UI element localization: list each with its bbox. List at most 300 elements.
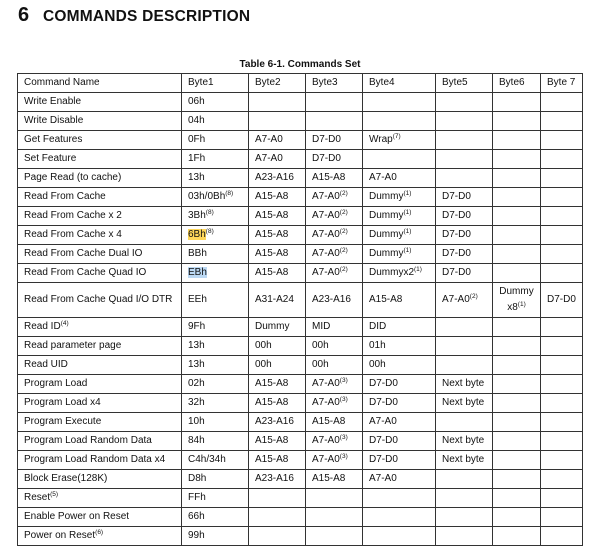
byte4-cell: [363, 169, 436, 188]
cell-text: Power on Reset: [24, 530, 96, 541]
byte1-cell: [182, 150, 249, 169]
cell-text: Set Feature: [24, 153, 77, 164]
byte3-cell: [306, 226, 363, 245]
cell-text: 00h: [255, 359, 272, 370]
byte2-cell: [249, 394, 306, 413]
byte3-cell: [306, 283, 363, 318]
byte5-cell: [436, 226, 493, 245]
cell-text: A15-A8: [255, 454, 289, 465]
cell-text: A7-A0: [442, 294, 470, 305]
cell-text: A15-A8: [255, 248, 289, 259]
command-name-cell: [18, 527, 182, 546]
cell-text: Write Enable: [24, 96, 82, 107]
command-name-cell: [18, 283, 182, 318]
cell-text: Read From Cache: [24, 191, 106, 202]
byte4-cell: [363, 93, 436, 112]
cell-text: A7-A0: [312, 210, 340, 221]
cell-text: FFh: [188, 492, 206, 503]
cell-text: D7-D0: [442, 248, 471, 259]
byte5-cell: [436, 131, 493, 150]
byte2-cell: [249, 264, 306, 283]
cell-text: A15-A8: [255, 267, 289, 278]
byte2-cell: [249, 375, 306, 394]
byte1-cell: [182, 432, 249, 451]
byte5-cell: [436, 318, 493, 337]
table-row: [18, 131, 583, 150]
byte2-cell: [249, 508, 306, 527]
byte1-cell: [182, 207, 249, 226]
command-name-cell: [18, 245, 182, 264]
command-name-cell: [18, 451, 182, 470]
cell-text: Program Load Random Data x4: [24, 454, 166, 465]
command-name-cell: [18, 318, 182, 337]
cell-text: D7-D0: [547, 294, 576, 305]
cell-text: D7-D0: [312, 134, 341, 145]
table-row: [18, 318, 583, 337]
byte1-cell: [182, 131, 249, 150]
byte3-cell: [306, 413, 363, 432]
cell-text: 13h: [188, 359, 205, 370]
byte4-cell: [363, 432, 436, 451]
byte1-cell: [182, 508, 249, 527]
byte1-cell: [182, 451, 249, 470]
byte7-cell: [541, 527, 583, 546]
byte1-cell: [182, 356, 249, 375]
cell-text: D7-D0: [369, 397, 398, 408]
byte3-cell: [306, 264, 363, 283]
cell-text: Read UID: [24, 359, 68, 370]
cell-text: Program Load: [24, 378, 88, 389]
footnote-marker: (4): [60, 320, 69, 327]
footnote-marker: (8): [225, 190, 234, 197]
cell-text: Read From Cache x 2: [24, 210, 122, 221]
cell-text: A15-A8: [312, 172, 346, 183]
cell-text: Read From Cache Quad IO: [24, 267, 147, 278]
byte2-cell: [249, 131, 306, 150]
byte7-cell: [541, 337, 583, 356]
table-row: [18, 264, 583, 283]
cell-text: 10h: [188, 416, 205, 427]
byte2-cell: [249, 356, 306, 375]
table-header-row: [18, 74, 583, 93]
cell-text: EBh: [188, 267, 207, 278]
byte3-cell: [306, 508, 363, 527]
cell-text: 00h: [255, 340, 272, 351]
cell-text: 06h: [188, 96, 205, 107]
byte6-cell: [493, 508, 541, 527]
cell-text: A7-A0: [312, 454, 340, 465]
byte1-cell: [182, 527, 249, 546]
byte6-cell: [493, 245, 541, 264]
byte2-cell: [249, 283, 306, 318]
cell-text: D7-D0: [369, 435, 398, 446]
header-byte2: Byte2: [249, 74, 306, 93]
byte1-cell: [182, 226, 249, 245]
byte5-cell: [436, 188, 493, 207]
header-command-name: Command Name: [18, 74, 182, 93]
footnote-marker: (1): [403, 228, 412, 235]
table-row: [18, 169, 583, 188]
cell-text: Read ID: [24, 321, 61, 332]
byte4-cell: [363, 245, 436, 264]
byte4-cell: [363, 413, 436, 432]
command-name-cell: [18, 413, 182, 432]
byte3-cell: [306, 207, 363, 226]
cell-text: D8h: [188, 473, 207, 484]
cell-text: A15-A8: [312, 473, 346, 484]
footnote-marker: (1): [517, 301, 526, 308]
header-byte5: Byte5: [436, 74, 493, 93]
byte6-cell: [493, 413, 541, 432]
footnote-marker: (3): [339, 453, 348, 460]
byte6-cell: [493, 188, 541, 207]
commands-table: [17, 73, 583, 546]
byte1-cell: [182, 245, 249, 264]
cell-text: D7-D0: [369, 378, 398, 389]
footnote-marker: (2): [339, 209, 348, 216]
byte3-cell: [306, 527, 363, 546]
cell-text: C4h/34h: [188, 454, 226, 465]
cell-text: D7-D0: [442, 229, 471, 240]
byte1-cell: [182, 169, 249, 188]
byte6-cell: [493, 112, 541, 131]
byte3-cell: [306, 188, 363, 207]
cell-text: 6Bh: [188, 229, 206, 240]
byte5-cell: [436, 527, 493, 546]
cell-text: A15-A8: [369, 294, 403, 305]
table-row: [18, 283, 583, 318]
cell-text: Program Execute: [24, 416, 102, 427]
header-byte1: Byte1: [182, 74, 249, 93]
byte4-cell: [363, 112, 436, 131]
byte7-cell: [541, 413, 583, 432]
cell-text: 13h: [188, 340, 205, 351]
byte2-cell: [249, 245, 306, 264]
byte3-cell: [306, 356, 363, 375]
cell-text: A7-A0: [312, 267, 340, 278]
table-row: [18, 451, 583, 470]
byte5-cell: [436, 508, 493, 527]
byte1-cell: [182, 318, 249, 337]
table-row: [18, 150, 583, 169]
byte6-cell: [493, 394, 541, 413]
command-name-cell: [18, 131, 182, 150]
table-row: [18, 508, 583, 527]
byte6-cell: [493, 489, 541, 508]
table-row: [18, 527, 583, 546]
byte7-cell: [541, 508, 583, 527]
cell-text: A15-A8: [255, 378, 289, 389]
byte3-cell: [306, 375, 363, 394]
cell-text: Read parameter page: [24, 340, 122, 351]
cell-text: D7-D0: [312, 153, 341, 164]
byte5-cell: [436, 394, 493, 413]
cell-text: 3Bh: [188, 210, 206, 221]
cell-text: DID: [369, 321, 387, 332]
cell-text: A23-A16: [255, 172, 294, 183]
byte2-cell: [249, 318, 306, 337]
cell-text: Next byte: [442, 435, 485, 446]
byte7-cell: [541, 93, 583, 112]
command-name-cell: [18, 169, 182, 188]
command-name-cell: [18, 150, 182, 169]
byte5-cell: [436, 432, 493, 451]
byte3-cell: [306, 112, 363, 131]
section-title: COMMANDS DESCRIPTION: [43, 8, 251, 25]
byte2-cell: [249, 413, 306, 432]
byte5-cell: [436, 150, 493, 169]
byte7-cell: [541, 470, 583, 489]
cell-text: A15-A8: [255, 191, 289, 202]
byte1-cell: [182, 264, 249, 283]
cell-text: Next byte: [442, 397, 485, 408]
command-name-cell: [18, 356, 182, 375]
byte7-cell: [541, 264, 583, 283]
footnote-marker: (8): [205, 228, 214, 235]
byte3-cell: [306, 318, 363, 337]
cell-text: 32h: [188, 397, 205, 408]
cell-text: A7-A0: [255, 134, 283, 145]
byte5-cell: [436, 207, 493, 226]
cell-text: A23-A16: [255, 416, 294, 427]
cell-text: 0Fh: [188, 134, 206, 145]
cell-text: 99h: [188, 530, 205, 541]
byte7-cell: [541, 356, 583, 375]
byte4-cell: [363, 394, 436, 413]
byte4-cell: [363, 470, 436, 489]
cell-text: EEh: [188, 294, 207, 305]
byte3-cell: [306, 451, 363, 470]
cell-text: 02h: [188, 378, 205, 389]
footnote-marker: (6): [95, 529, 104, 536]
commands-table-body: [18, 93, 583, 546]
footnote-marker: (7): [392, 133, 401, 140]
cell-text: 66h: [188, 511, 205, 522]
table-row: [18, 112, 583, 131]
byte5-cell: [436, 169, 493, 188]
cell-text: Dummyx2: [369, 267, 415, 278]
table-row: [18, 356, 583, 375]
footnote-marker: (3): [339, 377, 348, 384]
cell-text: Read From Cache x 4: [24, 229, 122, 240]
byte6-cell: [493, 527, 541, 546]
byte7-cell: [541, 394, 583, 413]
byte5-cell: [436, 112, 493, 131]
byte2-cell: [249, 93, 306, 112]
cell-text: 84h: [188, 435, 205, 446]
byte7-cell: [541, 131, 583, 150]
cell-text: Reset: [24, 492, 51, 503]
byte4-cell: [363, 207, 436, 226]
cell-text: Next byte: [442, 454, 485, 465]
footnote-marker: (1): [403, 190, 412, 197]
byte4-cell: [363, 375, 436, 394]
byte7-cell: [541, 432, 583, 451]
table-row: [18, 207, 583, 226]
byte6-cell: [493, 131, 541, 150]
byte4-cell: [363, 283, 436, 318]
byte6-cell: [493, 470, 541, 489]
byte5-cell: [436, 283, 493, 318]
byte3-cell: [306, 489, 363, 508]
footnote-marker: (3): [339, 396, 348, 403]
cell-text: A23-A16: [312, 294, 351, 305]
byte6-cell: [493, 169, 541, 188]
byte7-cell: [541, 283, 583, 318]
cell-text: A7-A0: [369, 473, 397, 484]
byte7-cell: [541, 112, 583, 131]
byte2-cell: [249, 337, 306, 356]
byte6-cell: [493, 337, 541, 356]
footnote-marker: (2): [339, 190, 348, 197]
byte4-cell: [363, 226, 436, 245]
cell-text: A7-A0: [312, 229, 340, 240]
byte4-cell: [363, 131, 436, 150]
command-name-cell: [18, 337, 182, 356]
cell-text: Dummy: [369, 210, 404, 221]
section-number: 6: [18, 4, 30, 26]
byte3-cell: [306, 245, 363, 264]
byte6-cell: [493, 451, 541, 470]
cell-text: D7-D0: [369, 454, 398, 465]
byte5-cell: [436, 337, 493, 356]
byte6-cell: [493, 93, 541, 112]
cell-text: A23-A16: [255, 473, 294, 484]
cell-text: 00h: [312, 340, 329, 351]
byte5-cell: [436, 264, 493, 283]
footnote-marker: (8): [205, 209, 214, 216]
cell-text: 01h: [369, 340, 386, 351]
byte1-cell: [182, 283, 249, 318]
byte6-cell: [493, 356, 541, 375]
cell-text: Dummy: [369, 229, 404, 240]
byte4-cell: [363, 337, 436, 356]
table-row: [18, 489, 583, 508]
cell-text: A7-A0: [255, 153, 283, 164]
cell-text: A15-A8: [255, 210, 289, 221]
byte5-cell: [436, 245, 493, 264]
byte1-cell: [182, 375, 249, 394]
byte2-cell: [249, 188, 306, 207]
byte3-cell: [306, 131, 363, 150]
byte4-cell: [363, 188, 436, 207]
cell-text: D7-D0: [442, 191, 471, 202]
table-row: [18, 375, 583, 394]
command-name-cell: [18, 112, 182, 131]
cell-text: A7-A0: [312, 435, 340, 446]
cell-text: Write Disable: [24, 115, 84, 126]
byte7-cell: [541, 489, 583, 508]
byte5-cell: [436, 413, 493, 432]
byte2-cell: [249, 451, 306, 470]
table-row: [18, 432, 583, 451]
cell-text: Wrap: [369, 134, 393, 145]
table-row: [18, 337, 583, 356]
cell-text: Dummy: [369, 191, 404, 202]
byte1-cell: [182, 394, 249, 413]
byte2-cell: [249, 226, 306, 245]
cell-text: A7-A0: [369, 172, 397, 183]
byte3-cell: [306, 394, 363, 413]
byte7-cell: [541, 150, 583, 169]
byte6-cell: [493, 264, 541, 283]
cell-text: D7-D0: [442, 210, 471, 221]
byte4-cell: [363, 489, 436, 508]
byte5-cell: [436, 375, 493, 394]
byte3-cell: [306, 432, 363, 451]
byte2-cell: [249, 207, 306, 226]
byte2-cell: [249, 150, 306, 169]
cell-text: Read From Cache Dual IO: [24, 248, 143, 259]
byte7-cell: [541, 207, 583, 226]
table-caption: Table 6-1. Commands Set: [239, 59, 361, 70]
byte4-cell: [363, 356, 436, 375]
cell-text: D7-D0: [442, 267, 471, 278]
footnote-marker: (3): [339, 434, 348, 441]
byte6-cell: [493, 283, 541, 318]
byte1-cell: [182, 489, 249, 508]
command-name-cell: [18, 93, 182, 112]
byte1-cell: [182, 413, 249, 432]
cell-text: Program Load x4: [24, 397, 101, 408]
byte6-cell: [493, 375, 541, 394]
cell-text: Program Load Random Data: [24, 435, 152, 446]
cell-text: BBh: [188, 248, 207, 259]
footnote-marker: (1): [403, 209, 412, 216]
byte7-cell: [541, 451, 583, 470]
byte7-cell: [541, 375, 583, 394]
cell-text: Next byte: [442, 378, 485, 389]
byte5-cell: [436, 356, 493, 375]
byte5-cell: [436, 93, 493, 112]
byte5-cell: [436, 470, 493, 489]
byte6-cell: [493, 432, 541, 451]
cell-text: Dummy x8: [499, 286, 534, 313]
table-row: [18, 470, 583, 489]
byte4-cell: [363, 318, 436, 337]
byte3-cell: [306, 150, 363, 169]
table-row: [18, 188, 583, 207]
cell-text: Enable Power on Reset: [24, 511, 130, 522]
footnote-marker: (5): [50, 491, 59, 498]
byte6-cell: [493, 318, 541, 337]
table-row: [18, 93, 583, 112]
byte4-cell: [363, 527, 436, 546]
byte6-cell: [493, 207, 541, 226]
footnote-marker: (1): [414, 266, 422, 273]
byte7-cell: [541, 318, 583, 337]
table-row: [18, 245, 583, 264]
byte4-cell: [363, 508, 436, 527]
cell-text: A15-A8: [312, 416, 346, 427]
cell-text: A15-A8: [255, 229, 289, 240]
command-name-cell: [18, 375, 182, 394]
byte1-cell: [182, 188, 249, 207]
cell-text: 00h: [312, 359, 329, 370]
command-name-cell: [18, 226, 182, 245]
byte5-cell: [436, 451, 493, 470]
byte7-cell: [541, 245, 583, 264]
byte4-cell: [363, 451, 436, 470]
cell-text: A15-A8: [255, 435, 289, 446]
footnote-marker: (2): [339, 247, 348, 254]
command-name-cell: [18, 489, 182, 508]
byte7-cell: [541, 169, 583, 188]
cell-text: 9Fh: [188, 321, 206, 332]
byte7-cell: [541, 188, 583, 207]
byte2-cell: [249, 169, 306, 188]
cell-text: A7-A0: [312, 191, 340, 202]
